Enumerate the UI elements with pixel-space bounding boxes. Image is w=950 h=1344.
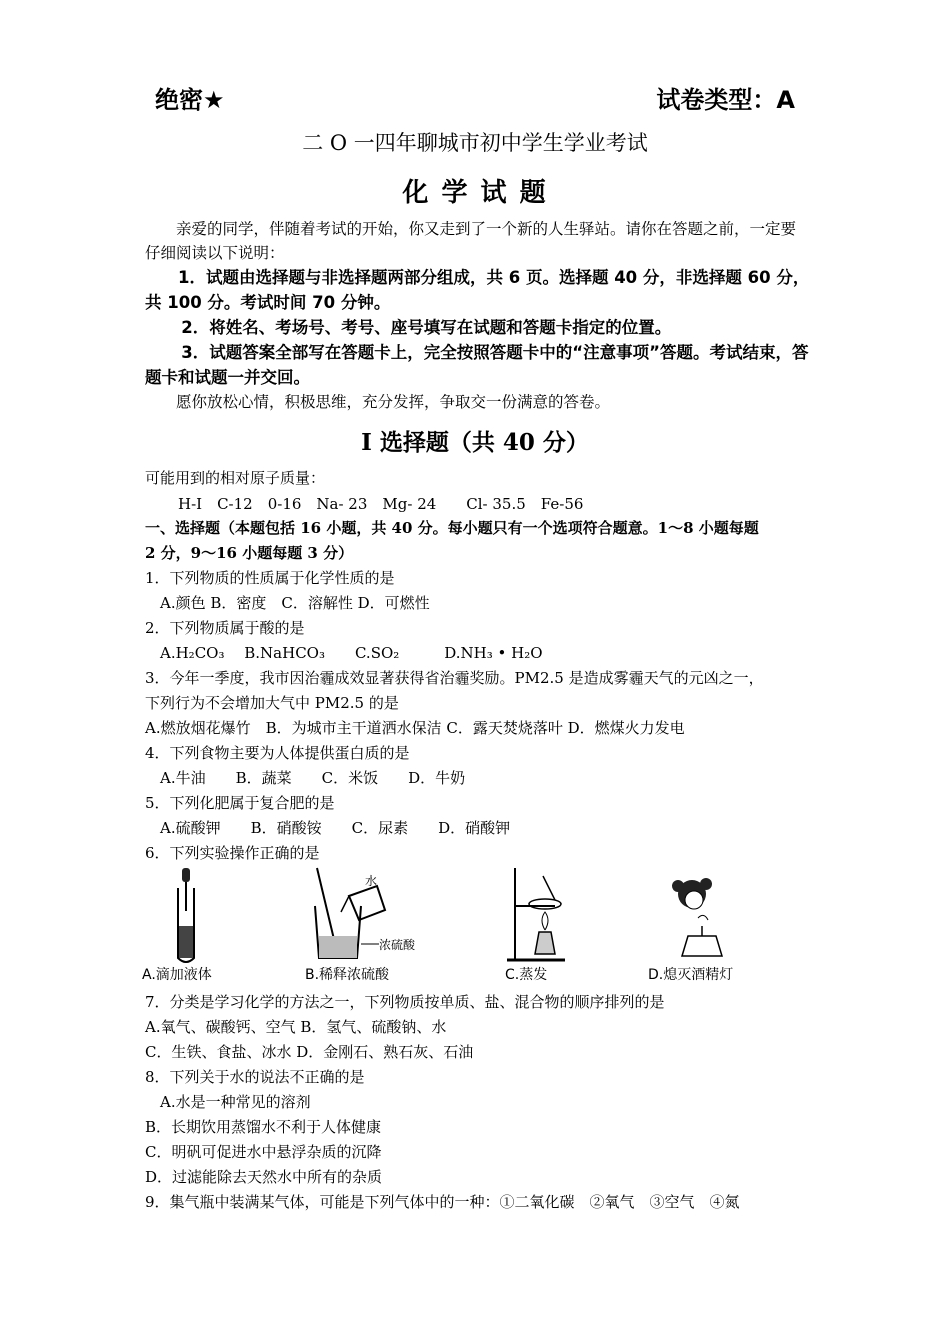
q4-options: A.牛油 B．蔬菜 C．米饭 D．牛奶 bbox=[160, 769, 466, 787]
q3-options: A.燃放烟花爆竹 B．为城市主干道洒水保洁 C．露天焚烧落叶 D．燃煤火力发电 bbox=[145, 719, 685, 737]
acid-label: 浓硫酸 bbox=[379, 938, 416, 952]
wish-paragraph: 愿你放松心情，积极思维，充分发挥，争取交一份满意的答卷。 bbox=[176, 393, 611, 411]
subject-title: 化 学 试 题 bbox=[402, 178, 548, 208]
q5-stem: 5．下列化肥属于复合肥的是 bbox=[145, 794, 335, 812]
instruction-3: 3．试题答案全部写在答题卡上，完全按照答题卡中的“注意事项”答题。考试结束，答题卡和试题一并交回。 bbox=[145, 343, 809, 387]
part1-title-line1: 一、选择题（本题包括 16 小题，共 40 分。每小题只有一个选项符合题意。1～8 小题每题 bbox=[145, 519, 759, 537]
header-row bbox=[155, 80, 795, 116]
q6-figure-a bbox=[142, 866, 292, 984]
q6-figure-d bbox=[648, 866, 798, 984]
section-title: I 选择题（共 40 分） bbox=[361, 429, 589, 456]
intro-paragraph: 亲爱的同学，伴随着考试的开始，你又走到了一个新的人生驿站。请你在答题之前，一定要仔细阅读以下说明： bbox=[145, 220, 797, 262]
part1-title-line2: 2 分，9～16 小题每题 3 分） bbox=[145, 544, 354, 562]
q8-option-b: B．长期饮用蒸馏水不利于人体健康 bbox=[145, 1118, 382, 1136]
evaporation-illustration bbox=[505, 866, 655, 966]
q1-options: A.颜色 B．密度 C．溶解性 D．可燃性 bbox=[160, 594, 430, 612]
q8-option-a: A.水是一种常见的溶剂 bbox=[160, 1093, 311, 1111]
q7-stem: 7．分类是学习化学的方法之一，下列物质按单质、盐、混合物的顺序排列的是 bbox=[145, 993, 665, 1011]
q9-stem: 9．集气瓶中装满某气体，可能是下列气体中的一种：①二氧化碳 ②氧气 ③空气 ④氮 bbox=[145, 1193, 740, 1211]
instruction-1: 1．试题由选择题与非选择题两部分组成，共 6 页。选择题 40 分，非选择题 60 分，共 100 分。考试时间 70 分钟。 bbox=[145, 268, 810, 312]
q6-caption-b: B.稀释浓硫酸 bbox=[305, 967, 390, 983]
q8-option-d: D．过滤能除去天然水中所有的杂质 bbox=[145, 1168, 383, 1186]
secret-label: 绝密★ bbox=[155, 86, 225, 114]
q6-figure-b bbox=[305, 866, 455, 984]
q6-figure-c bbox=[505, 866, 655, 984]
extinguish-lamp-illustration bbox=[648, 866, 798, 966]
q3-stem-line2: 下列行为不会增加大气中 PM2.5 的是 bbox=[145, 694, 399, 712]
q5-options: A.硫酸钾 B．硝酸铵 C．尿素 D．硝酸钾 bbox=[160, 819, 511, 837]
q8-option-c: C．明矾可促进水中悬浮杂质的沉降 bbox=[145, 1143, 382, 1161]
dropper-test-tube-illustration bbox=[142, 866, 292, 966]
atomic-mass-values: H-I C-12 0-16 Na- 23 Mg- 24 Cl- 35.5 Fe-56 bbox=[178, 495, 584, 513]
q7-options-1: A.氧气、碳酸钙、空气 B．氢气、硫酸钠、水 bbox=[145, 1018, 447, 1036]
exam-title: 二 O 一四年聊城市初中学生学业考试 bbox=[302, 131, 648, 155]
q1-stem: 1．下列物质的性质属于化学性质的是 bbox=[145, 569, 395, 587]
q6-caption-d: D.熄灭酒精灯 bbox=[648, 967, 734, 983]
paper-type-label: 试卷类型：A bbox=[656, 86, 795, 114]
q2-stem: 2．下列物质属于酸的是 bbox=[145, 619, 305, 637]
q4-stem: 4．下列食物主要为人体提供蛋白质的是 bbox=[145, 744, 410, 762]
instruction-2: 2．将姓名、考场号、考号、座号填写在试题和答题卡指定的位置。 bbox=[181, 318, 672, 337]
q2-options: A.H₂CO₃ B.NaHCO₃ C.SO₂ D.NH₃ • H₂O bbox=[160, 644, 543, 662]
atomic-mass-label: 可能用到的相对原子质量： bbox=[145, 469, 326, 487]
q6-caption-a: A.滴加液体 bbox=[142, 967, 212, 983]
water-label: 水 bbox=[365, 874, 378, 888]
q8-stem: 8．下列关于水的说法不正确的是 bbox=[145, 1068, 365, 1086]
q6-stem: 6．下列实验操作正确的是 bbox=[145, 844, 320, 862]
q3-stem-line1: 3．今年一季度，我市因治霾成效显著获得省治霾奖励。PM2.5 是造成雾霾天气的元凶之一， bbox=[145, 669, 764, 687]
q6-caption-c: C.蒸发 bbox=[505, 967, 548, 983]
q7-options-2: C．生铁、食盐、冰水 D．金刚石、熟石灰、石油 bbox=[145, 1043, 474, 1061]
